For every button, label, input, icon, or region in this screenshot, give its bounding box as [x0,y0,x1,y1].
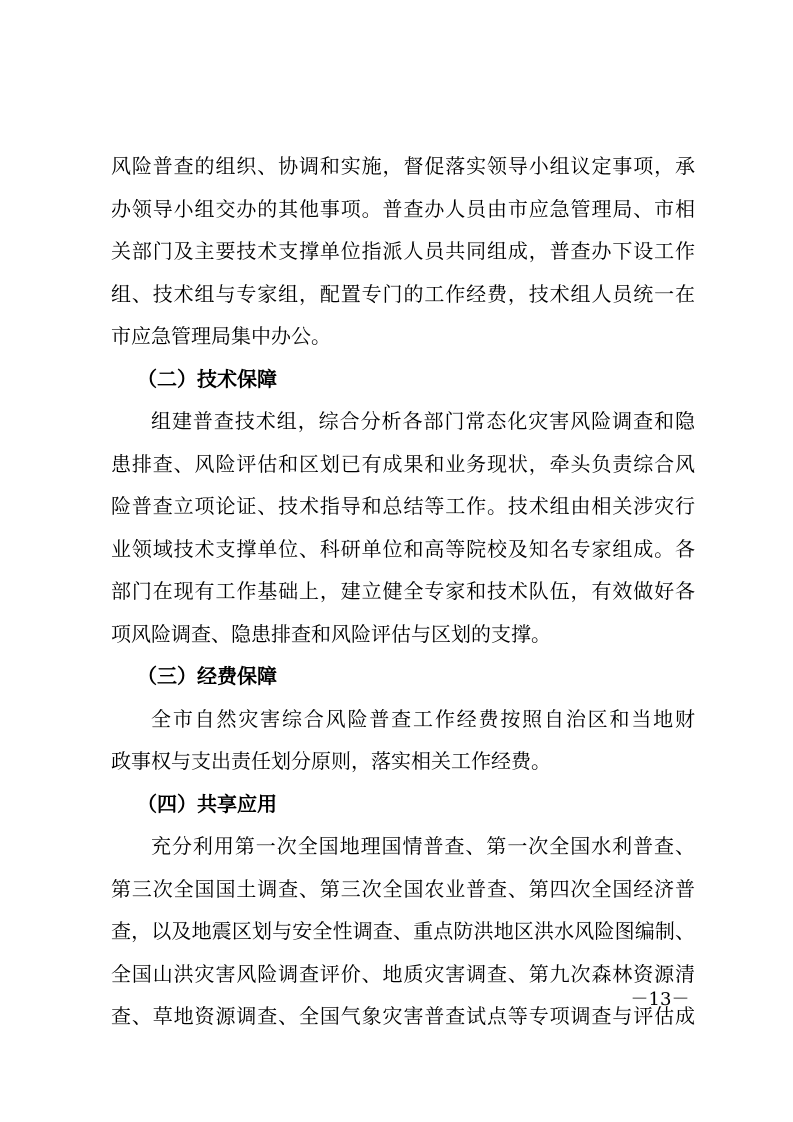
paragraph-line: 风险普查的组织、协调和实施，督促落实领导小组议定事项，承 [111,154,695,178]
paragraph-line: 全国山洪灾害风险调查评价、地质灾害调查、第九次森林资源清 [111,961,695,986]
section-heading-tech-support: （二）技术保障 [137,366,277,391]
paragraph-line: 政事权与支出责任划分原则，落实相关工作经费。 [111,749,551,773]
paragraph-line: 第三次全国国土调查、第三次全国农业普查、第四次全国经济普 [111,876,695,901]
paragraph-line: 业领域技术支撑单位、科研单位和高等院校及知名专家组成。各 [111,536,695,561]
page-number: －13－ [630,989,690,1010]
paragraph-line: 项风险调查、隐患排查和风险评估与区划的支撑。 [111,621,551,646]
paragraph-line: 查、草地资源调查、全国气象灾害普查试点等专项调查与评估成 [111,1004,695,1028]
paragraph-line: 部门在现有工作基础上，建立健全专家和技术队伍，有效做好各 [111,579,695,603]
document-body [111,145,695,1038]
paragraph-line: 关部门及主要技术支撑单位指派人员共同组成，普查办下设工作 [111,239,695,263]
paragraph-line: 组建普查技术组，综合分析各部门常态化灾害风险调查和隐 [151,409,695,433]
paragraph-line: 办领导小组交办的其他事项。普查办人员由市应急管理局、市相 [111,196,695,221]
paragraph-line: 充分利用第一次全国地理国情普查、第一次全国水利普查、 [151,834,695,858]
paragraph-line: 患排查、风险评估和区划已有成果和业务现状，牵头负责综合风 [111,451,695,476]
section-heading-funding: （三）经费保障 [137,664,277,688]
paragraph-line: 市应急管理局集中办公。 [111,324,331,348]
paragraph-line: 查，以及地震区划与安全性调查、重点防洪地区洪水风险图编制、 [111,919,695,943]
section-heading-sharing: （四）共享应用 [137,791,277,816]
paragraph-line: 全市自然灾害综合风险普查工作经费按照自治区和当地财 [151,706,695,731]
paragraph-line: 组、技术组与专家组，配置专门的工作经费，技术组人员统一在 [111,281,695,306]
paragraph-line: 险普查立项论证、技术指导和总结等工作。技术组由相关涉灾行 [111,494,695,518]
